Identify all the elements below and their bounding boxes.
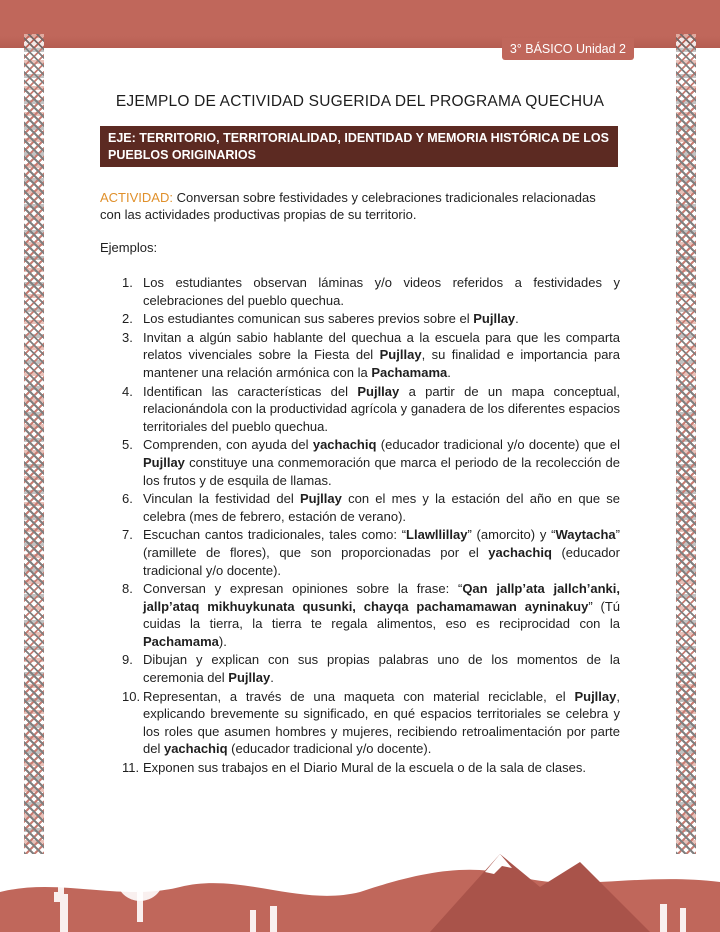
list-item-text: ” (Tú cuidas la tierra, la tierra te regala alimentos, eso es reciprocidad con la	[143, 598, 620, 632]
list-item-number: 9.	[122, 652, 133, 668]
examples-label: Ejemplos:	[100, 240, 158, 255]
list-item-text: Identifican las características del	[143, 383, 358, 399]
list-item-text: constituye una conmemoración que marca el periodo de la recolección de los frutos y de esquila de llamas.	[143, 454, 620, 488]
list-item	[100, 383, 620, 436]
list-item-text: a partir de un mapa conceptual, relacionándola con la productividad agrícola y ganadera de los diferentes espacios territoriales del pueblo quechua.	[143, 383, 620, 434]
birds-shape	[360, 857, 408, 872]
list-item-bold-text: Qan jallp’ata jallch’anki, jallp’ataq mikhuykunata qusunki, chayqa pachamamawan ayninakuy	[143, 581, 620, 614]
list-item-text: .	[515, 311, 519, 327]
landscape-illustration	[0, 832, 720, 932]
list-item-text: Comprenden, con ayuda del	[143, 437, 313, 453]
list-item-text: Representan, a través de una maqueta con material reciclable, el	[143, 688, 575, 704]
list-item	[100, 688, 620, 758]
list-item	[100, 651, 620, 686]
list-item-number: 2.	[122, 311, 133, 327]
left-decorative-border	[24, 34, 44, 854]
list-item-text: Los estudiantes comunican sus saberes previos sobre el	[143, 311, 474, 327]
list-item	[100, 526, 620, 579]
list-item-number: 4.	[122, 383, 133, 399]
right-decorative-border	[676, 34, 696, 854]
list-item-bold-text: yachachiq	[312, 437, 377, 453]
list-item-number: 11.	[122, 760, 140, 776]
list-item-text: (educador tradicional y/o docente).	[143, 544, 620, 578]
list-item-text: ” (ramillete de flores), que son proporcionadas por el	[143, 527, 620, 560]
list-item-bold-text: Pujllay	[228, 670, 271, 686]
list-item-number: 5.	[122, 437, 133, 453]
list-item-number: 6.	[122, 491, 133, 507]
list-item-text: , su finalidad e importancia para mantener una relación armónica con la	[143, 347, 620, 380]
list-item-number: 3.	[122, 329, 133, 345]
list-item-text: Escuchan cantos tradicionales, tales como: “	[143, 527, 407, 543]
list-item-text: Los estudiantes observan láminas y/o videos referidos a festividades y celebraciones del pueblo quechua.	[143, 275, 620, 308]
activity-text: Conversan sobre festividades y celebraciones tradicionales relacionadas con las actividades productivas propias de su territorio.	[100, 190, 596, 222]
list-item-text: Conversan y expresan opiniones sobre la frase: “	[143, 581, 463, 597]
list-item-text: Dibujan y explican con sus propias palabras uno de los momentos de la ceremonia del	[143, 652, 620, 686]
list-item-text: Exponen sus trabajos en el Diario Mural de la escuela o de la sala de clases.	[143, 760, 586, 776]
list-item	[100, 580, 620, 650]
list-item-bold-text: yachachiq	[163, 741, 228, 757]
list-item-text: ” (amorcito) y “	[467, 527, 556, 543]
list-item-text: , explicando brevemente su significado, en qué espacios territoriales se celebra y los roles que asumen hombres y mujeres, recibiendo retroalimentación por parte del	[143, 688, 620, 757]
activity-paragraph	[100, 189, 620, 223]
list-item-text: ).	[218, 633, 227, 649]
list-item-text: Vinculan la festividad del	[143, 491, 300, 507]
list-item-text: (educador tradicional y/o docente).	[227, 741, 432, 757]
list-item-text: con el mes y la estación del año en que se celebra (mes de febrero, estación de verano).	[143, 491, 621, 524]
list-item	[100, 310, 620, 328]
list-item-bold-text: Pujllay	[379, 347, 422, 363]
list-item-bold-text: yachachiq	[488, 544, 552, 560]
list-item-text: .	[447, 364, 451, 380]
eje-heading: EJE: TERRITORIO, TERRITORIALIDAD, IDENTIDAD Y MEMORIA HISTÓRICA DE LOS PUEBLOS ORIGINARIOS	[100, 126, 618, 167]
list-item	[100, 329, 620, 382]
examples-list	[100, 274, 620, 778]
list-item-number: 7.	[122, 527, 133, 543]
list-item	[100, 436, 620, 489]
list-item-number: 8.	[122, 581, 133, 597]
list-item-text: Invitan a algún sabio hablante del quechua a la escuela para que les comparta relatos vivenciales sobre la Fiesta del	[143, 329, 620, 363]
list-item-bold-text: Pachamama	[143, 633, 219, 649]
list-item	[100, 490, 620, 525]
list-item-bold-text: Waytacha	[555, 527, 616, 543]
list-item	[100, 759, 620, 777]
list-item-bold-text: Pachamama	[371, 364, 448, 380]
list-item-bold-text: Pujllay	[473, 311, 516, 327]
list-item	[100, 274, 620, 309]
list-item-bold-text: Pujllay	[357, 383, 400, 399]
list-item-bold-text: Pujllay	[299, 491, 342, 507]
list-item-bold-text: Pujllay	[143, 454, 185, 470]
page-title: EJEMPLO DE ACTIVIDAD SUGERIDA DEL PROGRAMA QUECHUA	[115, 93, 605, 110]
activity-label: ACTIVIDAD:	[100, 190, 173, 205]
list-item-number: 1.	[122, 275, 133, 290]
list-item-number: 10.	[122, 688, 141, 704]
tree-trunk	[137, 887, 143, 922]
list-item-text: (educador tradicional y/o docente) que el	[376, 437, 620, 453]
list-item-text: .	[270, 670, 274, 686]
level-badge: 3° BÁSICO Unidad 2	[502, 38, 634, 60]
list-item-bold-text: Llawllillay	[406, 527, 468, 543]
list-item-bold-text: Pujllay	[574, 688, 617, 704]
